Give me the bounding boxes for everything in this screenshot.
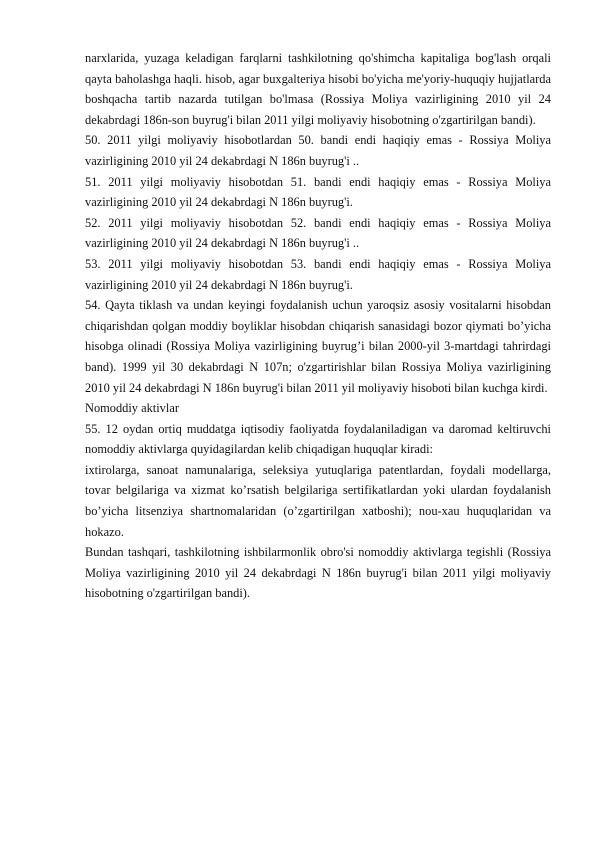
paragraph-revaluation: narxlarida, yuzaga keladigan farqlarni tashkilotning qo'shimcha kapitaliga bog'lash orqali qayta baholashga haqli. hisob, agar buxgalteriya hisobi bo'yicha me'yoriy-huquqiy hujjatlarda boshqacha tartib nazarda tutilgan bo'lmasa (Rossiya Moliya vazirligining 2010 yil 24 dekabrdagi 186n-son buyrug'i bilan 2011 yilgi moliyaviy hisobotning o'zgartirilgan bandi). bbox=[85, 51, 551, 127]
paragraph-54: 54. Qayta tiklash va undan keyingi foydalanish uchun yaroqsiz asosiy vositalarni hisobdan chiqarishdan qolgan moddiy boyliklar hisobdan chiqarish sanasidagi bozor qiymati bo’yicha hisobga olinadi (Rossiya Moliya vazirligining buyrug’i bilan 2000-yil 3-martdagi tahrirdagi band). 1999 yil 30 dekabrdagi N 107n; o'zgartirishlar bilan Rossiya Moliya vazirligining 2010 yil 24 dekabrdagi N 186n buyrug'i bilan 2011 yil moliyaviy hisoboti bilan kuchga kirdi. bbox=[85, 298, 551, 395]
paragraph-55: 55. 12 oydan ortiq muddatga iqtisodiy faoliyatda foydalaniladigan va daromad keltiruvchi nomoddiy aktivlarga quyidagilardan kelib chiqadigan huquqlar kiradi: bbox=[85, 421, 551, 457]
paragraph-51: 51. 2011 yilgi moliyaviy hisobotdan 51. bandi endi haqiqiy emas - Rossiya Moliya vazirligining 2010 yil 24 dekabrdagi N 186n buyrug'i. bbox=[85, 174, 551, 210]
paragraph-52: 52. 2011 yilgi moliyaviy hisobotdan 52. bandi endi haqiqiy emas - Rossiya Moliya vazirligining 2010 yil 24 dekabrdagi N 186n buyrug'i .. bbox=[85, 215, 551, 251]
paragraph-rights-list: ixtirolarga, sanoat namunalariga, seleksiya yutuqlariga patentlardan, foydali modellarga, tovar belgilariga va xizmat ko’rsatish belgilariga sertifikatlardan yoki ulardan foydalanish bo’yicha litsenziya shartnomalaridan (o’zgartirilgan xatboshi); nou-xau huquqlaridan va hokazo. bbox=[85, 462, 551, 539]
section-heading-intangible-assets: Nomoddiy aktivlar bbox=[85, 401, 179, 416]
paragraph-50: 50. 2011 yilgi moliyaviy hisobotlardan 50. bandi endi haqiqiy emas - Rossiya Moliya vazirligining 2010 yil 24 dekabrdagi N 186n buyrug'i .. bbox=[85, 133, 551, 168]
paragraph-business-reputation: Bundan tashqari, tashkilotning ishbilarmonlik obro'si nomoddiy aktivlarga tegishli (Rossiya Moliya vazirligining 2010 yil 24 dekabrdagi N 186n buyrug'i bilan 2011 yilgi moliyaviy hisobotning o'zgartirilgan bandi). bbox=[85, 545, 551, 601]
document-page bbox=[85, 48, 551, 604]
paragraph-53: 53. 2011 yilgi moliyaviy hisobotdan 53. bandi endi haqiqiy emas - Rossiya Moliya vazirligining 2010 yil 24 dekabrdagi N 186n buyrug'i. bbox=[85, 256, 551, 292]
